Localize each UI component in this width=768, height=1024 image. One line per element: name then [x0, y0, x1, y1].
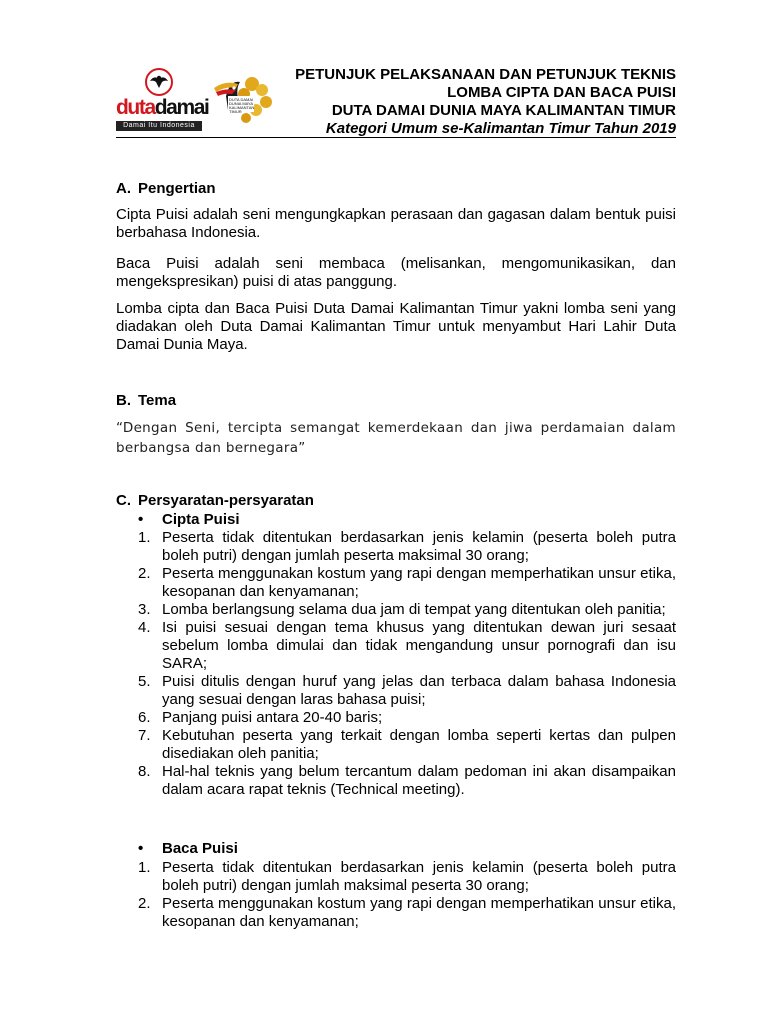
logo-tagline: Damai Itu Indonesia [116, 121, 202, 131]
hornbill-kaltim-logo [206, 66, 278, 134]
list-item-number: 1. [138, 529, 151, 546]
cipta-puisi-list [138, 529, 676, 799]
group-cipta-puisi-title: Cipta Puisi [162, 511, 240, 528]
baca-puisi-list [138, 859, 676, 931]
bullet-dot: • [138, 511, 144, 528]
wordmark-red: duta [116, 96, 155, 119]
list-item [138, 529, 676, 565]
section-c-heading [116, 492, 314, 510]
section-a-heading [116, 180, 216, 198]
kaltim-logo-line-2: DUNIA MAYA [229, 101, 254, 106]
kaltim-logo-line-3: KALIMANTAN [229, 105, 255, 110]
section-a-paragraph-3: Lomba cipta dan Baca Puisi Duta Damai Kalimantan Timur yakni lomba seni yang diadakan oleh Duta Damai Kalimantan Timur untuk menyambut Hari Lahir Duta Damai Dunia Maya. [116, 300, 676, 353]
list-item-text: Isi puisi sesuai dengan tema khusus yang ditentukan dewan juri sesaat sebelum lomba dimulai dan tidak mengandung unsur pornografi dan isu SARA; [162, 619, 676, 672]
list-item-number: 1. [138, 859, 151, 876]
section-a-paragraph-2: Baca Puisi adalah seni membaca (melisankan, mengomunikasikan, dan mengekspresikan) puisi di atas panggung. [116, 255, 676, 290]
list-item-number: 6. [138, 709, 151, 726]
list-item-text: Panjang puisi antara 20-40 baris; [162, 709, 383, 726]
list-item-number: 2. [138, 895, 151, 912]
list-item [138, 859, 676, 895]
list-item [138, 895, 676, 931]
section-c-title: Persyaratan-persyaratan [138, 492, 314, 509]
section-a-number: A. [116, 180, 131, 197]
list-item-text: Peserta tidak ditentukan berdasarkan jenis kelamin (peserta boleh putra boleh putri) dengan jumlah peserta maksimal 30 orang; [162, 529, 676, 564]
bullet-dot: • [138, 840, 144, 857]
list-item [138, 565, 676, 601]
group-cipta-puisi-heading [138, 511, 240, 529]
list-item-number: 8. [138, 763, 151, 780]
garuda-emblem-icon [145, 68, 173, 96]
header-divider [116, 137, 676, 138]
list-item-text: Puisi ditulis dengan huruf yang jelas dan terbaca dalam bahasa Indonesia yang sesuai dengan laras bahasa puisi; [162, 673, 676, 708]
section-b-theme-quote: “Dengan Seni, tercipta semangat kemerdekaan dan jiwa perdamaian dalam berbangsa dan bernegara” [116, 420, 676, 456]
list-item [138, 763, 676, 799]
list-item [138, 673, 676, 709]
list-item-number: 5. [138, 673, 151, 690]
group-baca-puisi-heading [138, 840, 238, 858]
wordmark-dark: damai [154, 96, 209, 119]
header-title-line-3: DUTA DAMAI DUNIA MAYA KALIMANTAN TIMUR [331, 102, 676, 119]
section-a-paragraph-1: Cipta Puisi adalah seni mengungkapkan perasaan dan gagasan dalam bentuk puisi berbahasa Indonesia. [116, 206, 676, 241]
section-b-title: Tema [138, 392, 177, 409]
kaltim-logo-line-4: TIMUR [229, 109, 242, 114]
section-b-number: B. [116, 392, 131, 409]
duta-damai-wordmark [116, 96, 209, 120]
group-baca-puisi-title: Baca Puisi [162, 840, 238, 857]
list-item-number: 7. [138, 727, 151, 744]
list-item [138, 727, 676, 763]
list-item-text: Peserta tidak ditentukan berdasarkan jenis kelamin (peserta boleh putra boleh putri) dengan jumlah maksimal peserta 30 orang; [162, 859, 676, 894]
list-item-text: Kebutuhan peserta yang terkait dengan lomba seperti kertas dan pulpen disediakan oleh panitia; [162, 727, 676, 762]
header-title-line-2: LOMBA CIPTA DAN BACA PUISI [447, 84, 676, 101]
kaltim-logo-line-1: DUTA DAMAI [229, 97, 254, 102]
list-item-number: 2. [138, 565, 151, 582]
header-title-line-1: PETUNJUK PELAKSANAAN DAN PETUNJUK TEKNIS [295, 66, 676, 83]
list-item-text: Peserta menggunakan kostum yang rapi dengan memperhatikan unsur etika, kesopanan dan kenyamanan; [162, 565, 676, 600]
list-item-text: Lomba berlangsung selama dua jam di tempat yang ditentukan oleh panitia; [162, 601, 666, 618]
list-item-text: Peserta menggunakan kostum yang rapi dengan memperhatikan unsur etika, kesopanan dan kenyamanan; [162, 895, 676, 930]
list-item [138, 601, 676, 619]
document-header [116, 66, 676, 136]
header-title-block [276, 66, 676, 138]
list-item-number: 4. [138, 619, 151, 636]
list-item-text: Hal-hal teknis yang belum tercantum dalam pedoman ini akan disampaikan dalam acara rapat teknis (Technical meeting). [162, 763, 676, 798]
list-item [138, 619, 676, 673]
header-subtitle: Kategori Umum se-Kalimantan Timur Tahun 2019 [325, 120, 676, 137]
list-item-number: 3. [138, 601, 151, 618]
duta-damai-logo [116, 66, 209, 134]
section-c-number: C. [116, 492, 131, 509]
section-a-title: Pengertian [138, 180, 216, 197]
list-item [138, 709, 676, 727]
section-b-heading [116, 392, 176, 410]
